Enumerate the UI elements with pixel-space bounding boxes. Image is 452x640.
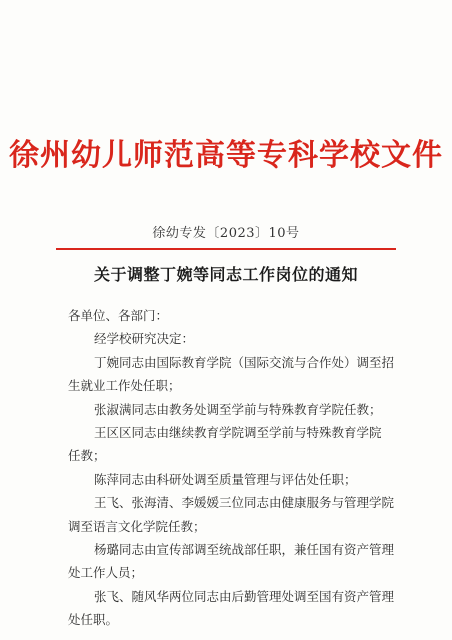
document-number: 徐幼专发〔2023〕10号 — [152, 226, 300, 241]
header-divider — [56, 248, 396, 250]
body-line: 调至语言文化学院任教； — [68, 518, 206, 534]
body-line: 王飞、张海清、李媛媛三位同志由健康服务与管理学院 — [94, 495, 395, 511]
document-body — [68, 304, 398, 631]
body-line: 丁婉同志由国际教育学院（国际交流与合作处）调至招 — [94, 354, 395, 370]
body-line: 张飞、随风华两位同志由后勤管理处调至国有资产管理 — [94, 588, 395, 604]
body-line: 处任职。 — [68, 612, 119, 628]
body-line: 任教； — [68, 448, 106, 464]
body-line: 处工作人员； — [68, 565, 144, 581]
body-line: 经学校研究决定： — [94, 331, 195, 347]
body-line: 生就业工作处任职； — [68, 378, 181, 394]
body-line: 陈萍同志由科研处调至质量管理与评估处任职； — [94, 471, 357, 487]
body-line: 杨璐同志由宣传部调至统战部任职，兼任国有资产管理 — [94, 541, 395, 557]
notice-title: 关于调整丁婉等同志工作岗位的通知 — [93, 265, 358, 284]
document-header-title: 徐州幼儿师范高等专科学校文件 — [9, 138, 443, 173]
salutation: 各单位、各部门： — [68, 308, 169, 323]
body-line: 张淑满同志由教务处调至学前与特殊教育学院任教； — [94, 401, 382, 417]
body-line: 王区区同志由继续教育学院调至学前与特殊教育学院 — [94, 424, 382, 440]
